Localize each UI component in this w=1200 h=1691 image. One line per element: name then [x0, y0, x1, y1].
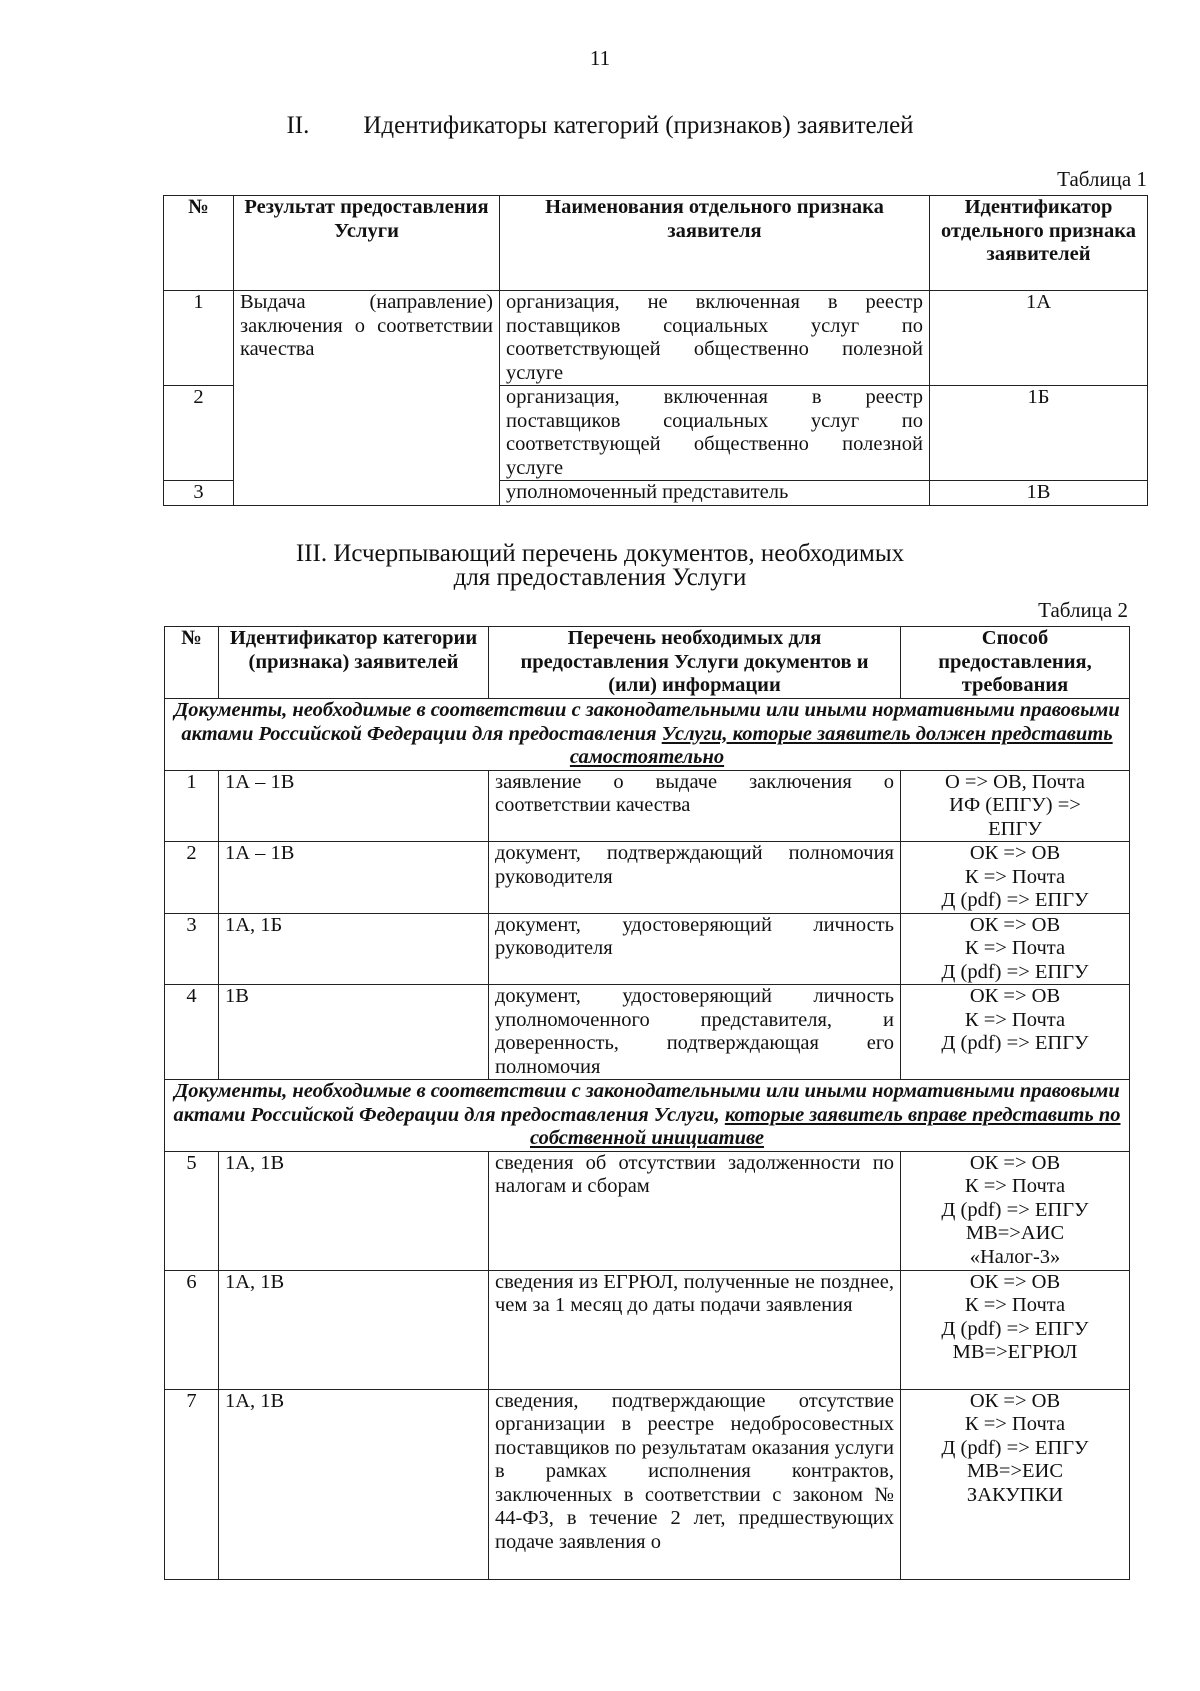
- table-1-caption: Таблица 1: [1057, 167, 1147, 191]
- submission-method: [901, 842, 1130, 914]
- method-line: Д (pdf) => ЕПГУ: [941, 1436, 1089, 1459]
- method-line: ОК => ОВ: [969, 985, 1061, 1007]
- header-submission-method: Способ предоставления, требования: [901, 627, 1130, 699]
- row-number: 6: [165, 1270, 219, 1389]
- category-ids: 1А, 1Б: [219, 913, 489, 985]
- row-number: 3: [164, 481, 234, 506]
- group-heading-text: Документы, необходимые в соответствии с законодательными или иными нормативными правовыми актами Российской Федерации для предоставления: [174, 699, 1120, 745]
- method-line: ОК => ОВ: [969, 1270, 1061, 1293]
- feature-name: организация, включенная в реестр поставщиков социальных услуг по соответствующей общественно полезной услуге: [500, 386, 930, 481]
- document-description: сведения, подтверждающие отсутствие организации в реестре недобросовестных поставщиков по результатам оказания услуги в рамках исполнения контрактов, заключенных в соответствии с законом № 44-ФЗ, в течение 2 лет, предшествующих подаче заявления о: [489, 1389, 901, 1579]
- document-description: сведения об отсутствии задолженности по налогам и сборам: [489, 1151, 901, 1270]
- page-number: 11: [589, 46, 611, 70]
- method-line: ОК => ОВ: [969, 1389, 1061, 1412]
- method-line: МВ=>ЕИС: [966, 1460, 1064, 1482]
- row-number: 1: [164, 291, 234, 386]
- table-header-row: [165, 627, 1130, 699]
- category-ids: 1А – 1В: [219, 770, 489, 842]
- method-line: Д (pdf) => ЕПГУ: [941, 1032, 1089, 1054]
- table-row: [165, 913, 1130, 985]
- document-description: документ, удостоверяющий личность уполномоченного представителя, и доверенность, подтверждающая его полномочия: [489, 985, 901, 1080]
- group-heading-text: Документы, необходимые в соответствии с законодательными или иными нормативными правовыми актами Российской Федерации для предоставления Услуги,: [173, 1080, 1120, 1126]
- method-line: О => ОВ, Почта: [944, 770, 1086, 793]
- section-3-title-line-2: для предоставления Услуги: [453, 564, 747, 591]
- method-line: Д (pdf) => ЕПГУ: [941, 889, 1089, 911]
- method-line: ОК => ОВ: [969, 913, 1061, 936]
- row-number: 7: [165, 1389, 219, 1579]
- table-2-caption: Таблица 2: [1038, 598, 1128, 622]
- table-row: [165, 1151, 1130, 1270]
- document-description: заявление о выдаче заключения о соответствии качества: [489, 770, 901, 842]
- method-line: «Налог-3»: [969, 1245, 1061, 1268]
- header-result: Результат предоставления Услуги: [234, 196, 500, 291]
- applicant-categories-table: [163, 195, 1148, 506]
- category-ids: 1В: [219, 985, 489, 1080]
- feature-name: организация, не включенная в реестр поставщиков социальных услуг по соответствующей общественно полезной услуге: [500, 291, 930, 386]
- group-heading-row: [165, 1080, 1130, 1152]
- row-number: 4: [165, 985, 219, 1080]
- section-3-title-line-1: III. Исчерпывающий перечень документов, необходимых: [295, 540, 905, 567]
- method-line: ИФ (ЕПГУ) =>: [949, 794, 1081, 816]
- method-line: ЕПГУ: [988, 817, 1042, 840]
- submission-method: [901, 913, 1130, 985]
- header-document-list: Перечень необходимых для предоставления Услуги документов и (или) информации: [489, 627, 901, 699]
- category-ids: 1А, 1В: [219, 1389, 489, 1579]
- method-line: К => Почта: [964, 865, 1066, 888]
- row-number: 1: [165, 770, 219, 842]
- row-number: 2: [164, 386, 234, 481]
- method-line: ОК => ОВ: [969, 842, 1061, 864]
- section-2-title: Идентификаторы категорий (признаков) заявителей: [363, 112, 914, 139]
- method-line: Д (pdf) => ЕПГУ: [941, 960, 1089, 983]
- feature-id: 1Б: [930, 386, 1148, 481]
- header-number: №: [165, 627, 219, 699]
- method-line: ЗАКУПКИ: [966, 1483, 1064, 1506]
- submission-method: [901, 1389, 1130, 1579]
- table-row: [164, 291, 1148, 386]
- row-number: 5: [165, 1151, 219, 1270]
- table-row: [165, 985, 1130, 1080]
- group-heading-row: [165, 699, 1130, 771]
- group-heading-underlined: которые заявитель вправе представить по собственной инициативе: [530, 1103, 1121, 1149]
- feature-id: 1А: [930, 291, 1148, 386]
- method-line: К => Почта: [964, 937, 1066, 959]
- method-line: ОК => ОВ: [969, 1151, 1061, 1174]
- method-line: МВ=>ЕГРЮЛ: [952, 1341, 1078, 1363]
- header-feature-name: Наименования отдельного признака заявителя: [500, 196, 930, 291]
- row-number: 2: [165, 842, 219, 914]
- category-ids: 1А, 1В: [219, 1270, 489, 1389]
- method-line: К => Почта: [964, 1413, 1066, 1435]
- method-line: К => Почта: [964, 1294, 1066, 1316]
- category-ids: 1А, 1В: [219, 1151, 489, 1270]
- submission-method: [901, 1151, 1130, 1270]
- group-heading-optional: [165, 1080, 1130, 1152]
- header-number: №: [164, 196, 234, 291]
- submission-method: [901, 1270, 1130, 1389]
- table-header-row: [164, 196, 1148, 291]
- document-description: сведения из ЕГРЮЛ, полученные не позднее, чем за 1 месяц до даты подачи заявления: [489, 1270, 901, 1389]
- table-row: [165, 842, 1130, 914]
- required-documents-table: [164, 626, 1130, 1580]
- section-2-numeral: II.: [286, 112, 310, 139]
- feature-id: 1В: [930, 481, 1148, 506]
- table-row: [165, 1270, 1130, 1389]
- submission-method: [901, 770, 1130, 842]
- document-description: документ, удостоверяющий личность руководителя: [489, 913, 901, 985]
- method-line: К => Почта: [964, 1008, 1066, 1031]
- method-line: МВ=>АИС: [965, 1222, 1065, 1244]
- table-row: [165, 1389, 1130, 1579]
- submission-method: [901, 985, 1130, 1080]
- group-heading-mandatory: [165, 699, 1130, 771]
- document-description: документ, подтверждающий полномочия руководителя: [489, 842, 901, 914]
- category-ids: 1А – 1В: [219, 842, 489, 914]
- row-number: 3: [165, 913, 219, 985]
- method-line: Д (pdf) => ЕПГУ: [941, 1198, 1089, 1221]
- header-category-id: Идентификатор категории (признака) заявителей: [219, 627, 489, 699]
- section-2-heading: [0, 112, 1200, 140]
- table-row: [165, 770, 1130, 842]
- feature-name: уполномоченный представитель: [500, 481, 930, 506]
- method-line: Д (pdf) => ЕПГУ: [941, 1317, 1089, 1340]
- method-line: К => Почта: [964, 1175, 1066, 1197]
- service-result-cell: Выдача (направление) заключения о соответствии качества: [234, 291, 500, 506]
- section-3-heading: [0, 542, 1200, 590]
- group-heading-underlined: Услуги, которые заявитель должен представить самостоятельно: [569, 722, 1113, 768]
- header-feature-id: Идентификатор отдельного признака заявителей: [930, 196, 1148, 291]
